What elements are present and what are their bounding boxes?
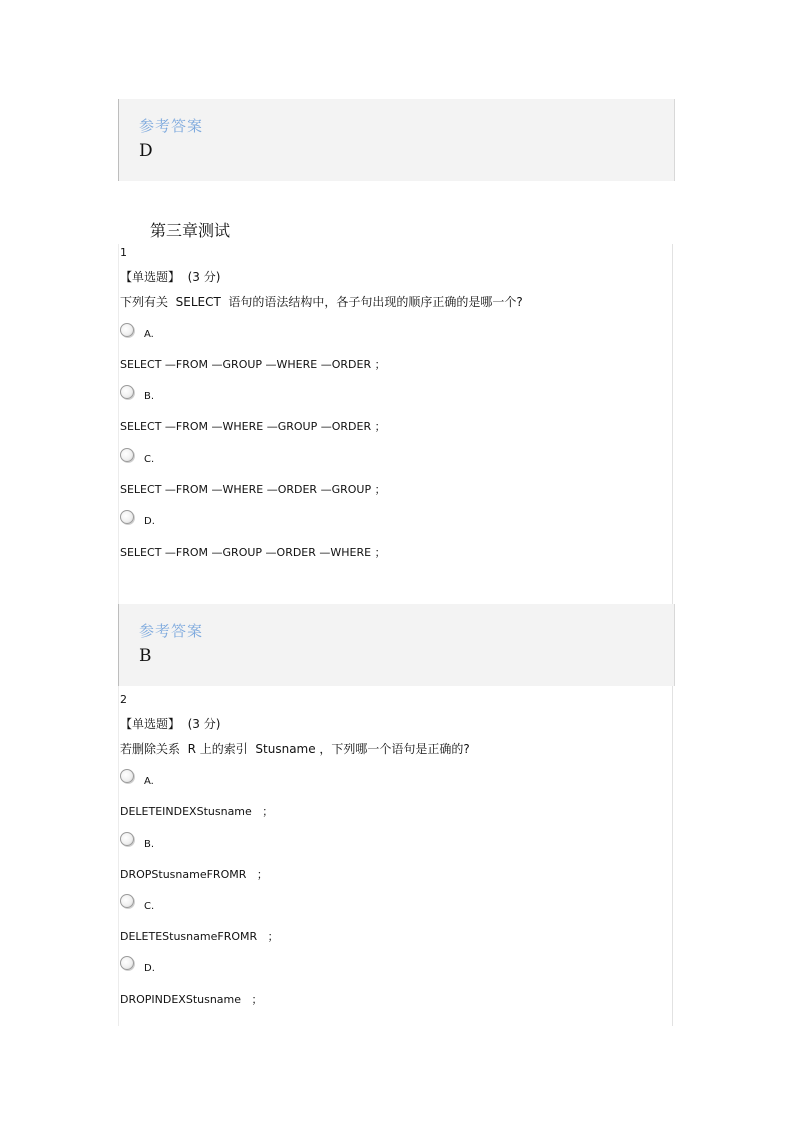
q2-option-d-text: DROPINDEXStusname ；: [120, 993, 263, 1006]
q1-option-b-radio[interactable]: [120, 385, 134, 399]
q2-option-d-radio[interactable]: [120, 956, 134, 970]
question-1-right-border: [672, 244, 673, 604]
q2-option-a-text: DELETEINDEXStusname ；: [120, 805, 274, 818]
q1-option-b-letter: B.: [144, 391, 155, 402]
q2-option-c-radio[interactable]: [120, 894, 134, 908]
question-1-type: 【单选题】 (3 分): [120, 270, 221, 284]
q1-option-a-radio[interactable]: [120, 323, 134, 337]
answer-box-2: [118, 604, 675, 686]
q2-option-d-letter: D.: [144, 963, 155, 974]
q2-option-c-letter: C.: [144, 901, 155, 912]
q1-option-c-radio[interactable]: [120, 448, 134, 462]
q2-option-c-text: DELETEStusnameFROMR ；: [120, 930, 279, 943]
q1-option-b-text: SELECT —FROM —WHERE —GROUP —ORDER ；: [120, 420, 386, 433]
answer-label: 参考答案: [139, 117, 204, 135]
q1-option-d-radio[interactable]: [120, 510, 134, 524]
q1-option-a-text: SELECT —FROM —GROUP —WHERE —ORDER ；: [120, 358, 386, 371]
q1-option-a-letter: A.: [144, 329, 154, 340]
question-1-number: 1: [120, 246, 127, 259]
q1-option-d-text: SELECT —FROM —GROUP —ORDER —WHERE ；: [120, 546, 386, 559]
answer-label: 参考答案: [139, 622, 204, 640]
answer-box-1: [118, 99, 675, 181]
answer-value: D: [139, 141, 153, 161]
question-2-right-border: [672, 686, 673, 1026]
q2-option-a-radio[interactable]: [120, 769, 134, 783]
question-2-number: 2: [120, 693, 127, 706]
q1-option-d-letter: D.: [144, 516, 155, 527]
q1-option-c-letter: C.: [144, 454, 155, 465]
q1-option-c-text: SELECT —FROM —WHERE —ORDER —GROUP ；: [120, 483, 386, 496]
q2-option-b-letter: B.: [144, 839, 155, 850]
question-2-type: 【单选题】 (3 分): [120, 717, 221, 731]
question-1-text: 下列有关 SELECT 语句的语法结构中，各子句出现的顺序正确的是哪一个?: [120, 295, 523, 309]
question-2-text: 若删除关系 R 上的索引 Stusname ，下列哪一个语句是正确的?: [120, 742, 470, 756]
chapter-title: 第三章测试: [150, 221, 231, 240]
question-1-left-border: [118, 244, 119, 604]
q2-option-a-letter: A.: [144, 776, 154, 787]
question-2-left-border: [118, 686, 119, 1026]
q2-option-b-text: DROPStusnameFROMR ；: [120, 868, 268, 881]
answer-value: B: [139, 646, 152, 666]
q2-option-b-radio[interactable]: [120, 832, 134, 846]
